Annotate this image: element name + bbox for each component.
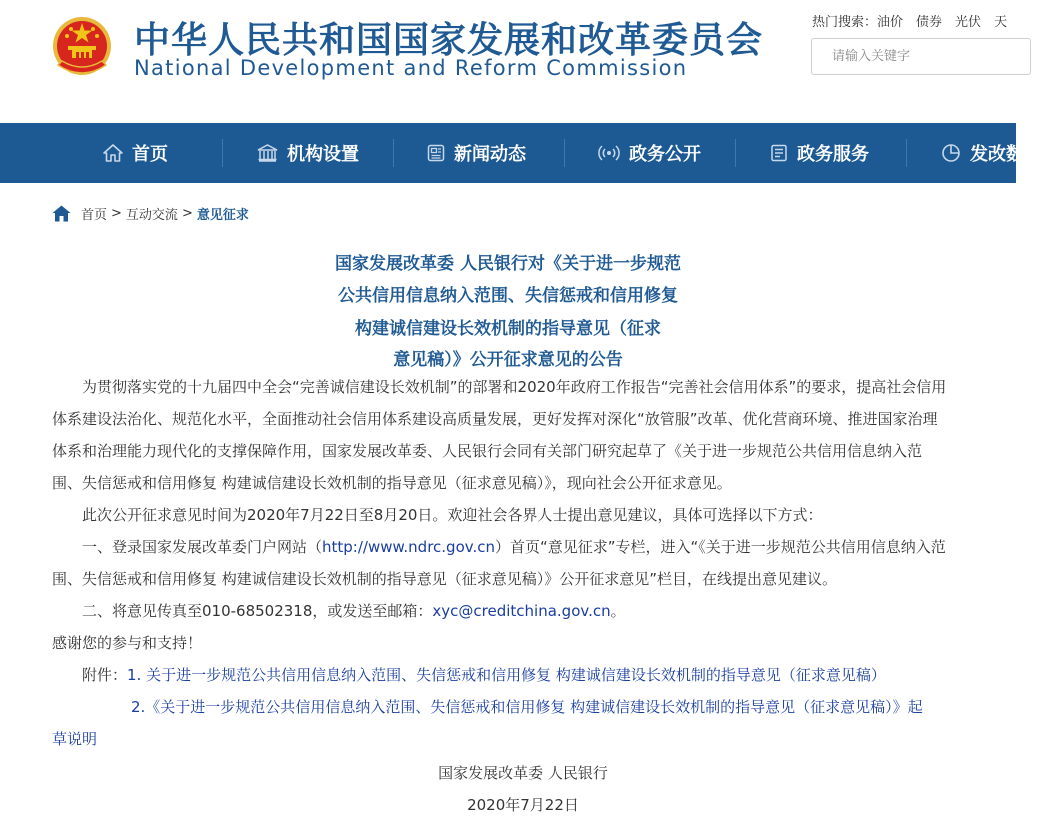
- hot-search-term[interactable]: 光伏: [955, 15, 982, 30]
- nav-label: 发改数: [970, 144, 1024, 165]
- text-fragment: ）首页“意见征求”专栏，进入“《关于进一步规范公共信用信息纳入范: [494, 538, 946, 556]
- publish-date: 2020年7月22日: [467, 796, 579, 814]
- paragraph-line: [52, 723, 1002, 755]
- nav-item-services[interactable]: [770, 123, 869, 183]
- nav-divider: [393, 139, 394, 167]
- breadcrumb-separator: >: [181, 206, 193, 221]
- article-title-line: 意见稿）》公开征求意见的公告: [393, 350, 623, 370]
- article-title-line: 国家发展改革委 人民银行对《关于进一步规范: [335, 254, 681, 274]
- nav-divider: [222, 139, 223, 167]
- article-paragraph-2: [52, 499, 1002, 531]
- site-title-cn[interactable]: 中华人民共和国国家发展和改革委员会: [134, 20, 764, 61]
- breadcrumb-interaction[interactable]: 互动交流: [125, 208, 178, 223]
- hot-search-term[interactable]: 油价: [877, 15, 904, 30]
- breadcrumb-home[interactable]: 首页: [81, 208, 108, 223]
- attachment-link-2-cont[interactable]: 草说明: [52, 730, 98, 748]
- attachment-link-1[interactable]: 1. 关于进一步规范公共信用信息纳入范围、失信惩戒和信用修复 构建诚信建设长效机制的指导意见（征求意见稿）: [127, 666, 886, 684]
- attachment-link-2[interactable]: 2.《关于进一步规范公共信用信息纳入范围、失信惩戒和信用修复 构建诚信建设长效机制的指导意见（征求意见稿）》起: [131, 698, 923, 716]
- hot-search-term[interactable]: 天: [994, 15, 1008, 30]
- search-box: [811, 38, 1031, 75]
- hot-search-label: 热门搜索：: [812, 15, 878, 30]
- text-fragment: 一、登录国家发展改革委门户网站（: [52, 538, 323, 556]
- home-icon: [103, 144, 123, 162]
- article-title-line: 公共信用信息纳入范围、失信惩戒和信用修复: [338, 286, 678, 306]
- nav-item-home[interactable]: [103, 123, 168, 183]
- article-title-line: 构建诚信建设长效机制的指导意见（征求: [355, 319, 661, 339]
- news-icon: [427, 144, 445, 162]
- nav-item-news[interactable]: [427, 123, 526, 183]
- hot-search: [812, 11, 1020, 30]
- article-thanks: [52, 627, 1002, 659]
- paragraph-line: 为贯彻落实党的十九届四中全会“完善诚信建设长效机制”的部署和2020年政府工作报告“完善社会信用体系”的要求，提高社会信用: [52, 378, 947, 396]
- email-link[interactable]: xyc@creditchina.gov.cn: [432, 602, 611, 620]
- paragraph-line: 体系建设法治化、规范化水平，全面推动社会信用体系建设高质量发展，更好发挥对深化“放管服”改革、优化营商环境、推进国家治理: [52, 410, 938, 428]
- national-emblem-icon[interactable]: [50, 15, 114, 81]
- paragraph-line: 此次公开征求意见时间为2020年7月22日至8月20日。欢迎社会各界人士提出意见建议，具体可选择以下方式：: [52, 506, 823, 524]
- paragraph-line: [52, 531, 1002, 563]
- breadcrumb: [52, 204, 249, 223]
- site-title-en[interactable]: National Development and Reform Commission: [134, 56, 688, 80]
- nav-label: 政务服务: [797, 144, 869, 165]
- search-input[interactable]: [812, 39, 1032, 74]
- building-icon: [257, 144, 278, 162]
- paragraph-line: 围、失信惩戒和信用修复 构建诚信建设长效机制的指导意见（征求意见稿）》，现向社会公开征求意见。: [52, 474, 732, 492]
- nav-item-organization[interactable]: [257, 123, 359, 183]
- attachments-label: 附件：: [52, 666, 128, 684]
- pie-chart-icon: [941, 143, 961, 163]
- nav-divider: [735, 139, 736, 167]
- paragraph-line: 围、失信惩戒和信用修复 构建诚信建设长效机制的指导意见（征求意见稿）》公开征求意见”栏目，在线提出意见建议。: [52, 570, 838, 588]
- nav-label: 政务公开: [629, 144, 701, 165]
- nav-divider: [564, 139, 565, 167]
- main-nav: [0, 123, 1024, 183]
- paragraph-line: [52, 659, 1002, 691]
- attachments: [52, 659, 1002, 755]
- nav-item-public-affairs[interactable]: [598, 123, 701, 183]
- paragraph-line: [52, 691, 1002, 723]
- signature: 国家发展改革委 人民银行: [438, 764, 608, 782]
- hot-search-term[interactable]: 债券: [916, 15, 943, 30]
- text-fragment: 。: [610, 602, 626, 620]
- article-paragraph-1: [52, 371, 1002, 499]
- document-icon: [770, 144, 788, 162]
- article-paragraph-4: [52, 595, 1002, 627]
- article-paragraph-3: [52, 531, 1002, 595]
- home-icon: [52, 205, 71, 222]
- nav-label: 机构设置: [287, 144, 359, 165]
- paragraph-line: [52, 595, 1002, 627]
- breadcrumb-current[interactable]: 意见征求: [196, 208, 249, 223]
- breadcrumb-separator: >: [111, 206, 122, 221]
- text-fragment: 二、将意见传真至010-68502318，或发送至邮箱：: [52, 602, 433, 620]
- nav-label: 首页: [132, 144, 168, 165]
- nav-label: 新闻动态: [454, 144, 526, 165]
- nav-divider: [906, 139, 907, 167]
- ndrc-website-link[interactable]: http://www.ndrc.gov.cn: [322, 538, 495, 556]
- broadcast-icon: [598, 144, 620, 162]
- nav-item-data[interactable]: [941, 123, 1024, 183]
- paragraph-line: 体系和治理能力现代化的支撑保障作用，国家发展改革委、人民银行会同有关部门研究起草了《关于进一步规范公共信用信息纳入范: [52, 442, 923, 460]
- paragraph-line: 感谢您的参与和支持！: [52, 634, 203, 652]
- site-header: [0, 0, 1016, 123]
